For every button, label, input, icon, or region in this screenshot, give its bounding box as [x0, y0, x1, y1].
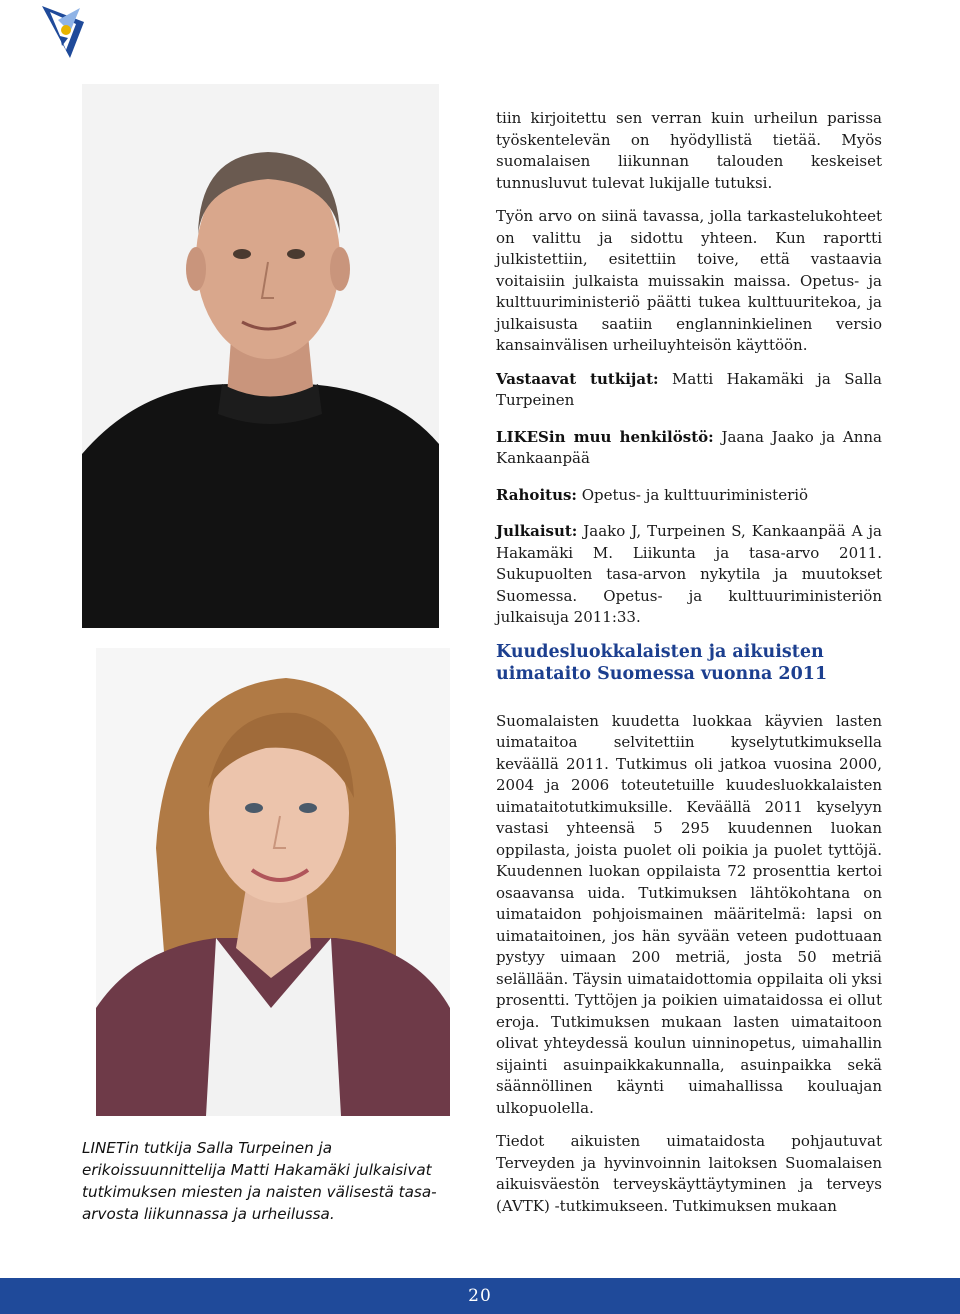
section-heading: Kuudesluokkalaisten ja aikuisten uimataito Suomessa vuonna 2011 [496, 641, 828, 684]
responsible-value: Matti Hakamäki ja Salla Turpeinen [496, 369, 882, 409]
page-footer [0, 1278, 960, 1314]
staff-value: Jaana Jaako ja Anna Kankaanpää [496, 427, 882, 467]
funding-label: Rahoitus: [496, 485, 577, 504]
photo-salla-turpeinen [96, 648, 450, 1116]
publications-value: Jaako J, Turpeinen S, Kankaanpää A ja Hakamäki M. Liikunta ja tasa-arvo 2011. Sukupuolten tasa-arvon nykytila ja muutokset Suomessa. Opetus- ja kulttuuriministeriön julkaisuja 2011:33. [496, 522, 882, 626]
article-paragraph: Suomalaisten kuudetta luokkaa käyvien lasten uimataitoa selvitettiin kyselytutkimuksella keväällä 2011. Tutkimus oli jatkoa vuosina 2000, 2004 ja 2006 toteutetuille kuudesluokkalaisten uimataitotutkimuksille. Keväällä 2011 kyselyyn vastasi yhteensä 5 295 kuudennen luokan oppilasta, joista puolet oli poikia ja puolet tyttöjä. Kuudennen luokan oppilaista 72 prosenttia kertoi osaavansa uida. Tutkimuksen lähtökohtana on uimataidon pohjoismainen määritelmä: lapsi on uimataitoinen, jos hän syvään veteen pudottuaan pystyy uimaan 200 metriä, josta 50 metriä selällään. Täysin uimataidottomia oppilaita oli yksi prosentti. Tyttöjen ja poikien uimataidossa ei ollut eroja. Tutkimuksen mukaan lasten uimataitoon olivat yhteydessä koulun uinninopetus, uimahallin sijainti asuinpaikkakunnalla, asuinpaikka sekä säännöllinen käynti uimahallissa kouluajan ulkopuolella. [496, 711, 882, 1117]
article-column [496, 108, 882, 1229]
staff-label: LIKESin muu henkilöstö: [496, 427, 714, 446]
funding-value: Opetus- ja kulttuuriministeriö [576, 485, 809, 504]
responsible-researchers [496, 369, 882, 412]
other-staff [496, 427, 882, 470]
page-number: 20 [468, 1286, 492, 1306]
article-paragraph: Työn arvo on siinä tavassa, jolla tarkastelukohteet on valittu ja sidottu yhteen. Kun raportti julkistettiin, esitettiin toive, että vastaavia voitaisiin julkaista muissakin maissa. Opetus- ja kulttuuriministeriö päätti tukea kulttuuritekoa, ja julkaisusta saatiin englanninkielinen versio kansainvälisen urheiluyhteisön käyttöön. [496, 207, 882, 354]
article-paragraph: Tiedot aikuisten uimataidosta pohjautuvat Terveyden ja hyvinvoinnin laitoksen Suomalaisen aikuisväestön terveyskäyttäytyminen ja terveys (AVTK) -tutkimukseen. Tutkimuksen mukaan [496, 1132, 882, 1215]
likes-logo-icon [36, 2, 94, 60]
funding [496, 485, 882, 507]
photo-caption: LINETin tutkija Salla Turpeinen ja erikoissuunnittelija Matti Hakamäki julkaisivat tutkimuksen miesten ja naisten välisestä tasa-arvosta liikunnassa ja urheilussa. [82, 1139, 437, 1223]
publications-label: Julkaisut: [496, 522, 578, 540]
publications [496, 521, 882, 629]
responsible-label: Vastaavat tutkijat: [496, 369, 659, 388]
photo-matti-hakamaki [82, 84, 439, 628]
article-paragraph: tiin kirjoitettu sen verran kuin urheilun parissa työskentelevän on hyödyllistä tietää. Myös suomalaisen liikunnan talouden keskeiset tunnusluvut tulevat lukijalle tutuksi. [496, 109, 882, 192]
